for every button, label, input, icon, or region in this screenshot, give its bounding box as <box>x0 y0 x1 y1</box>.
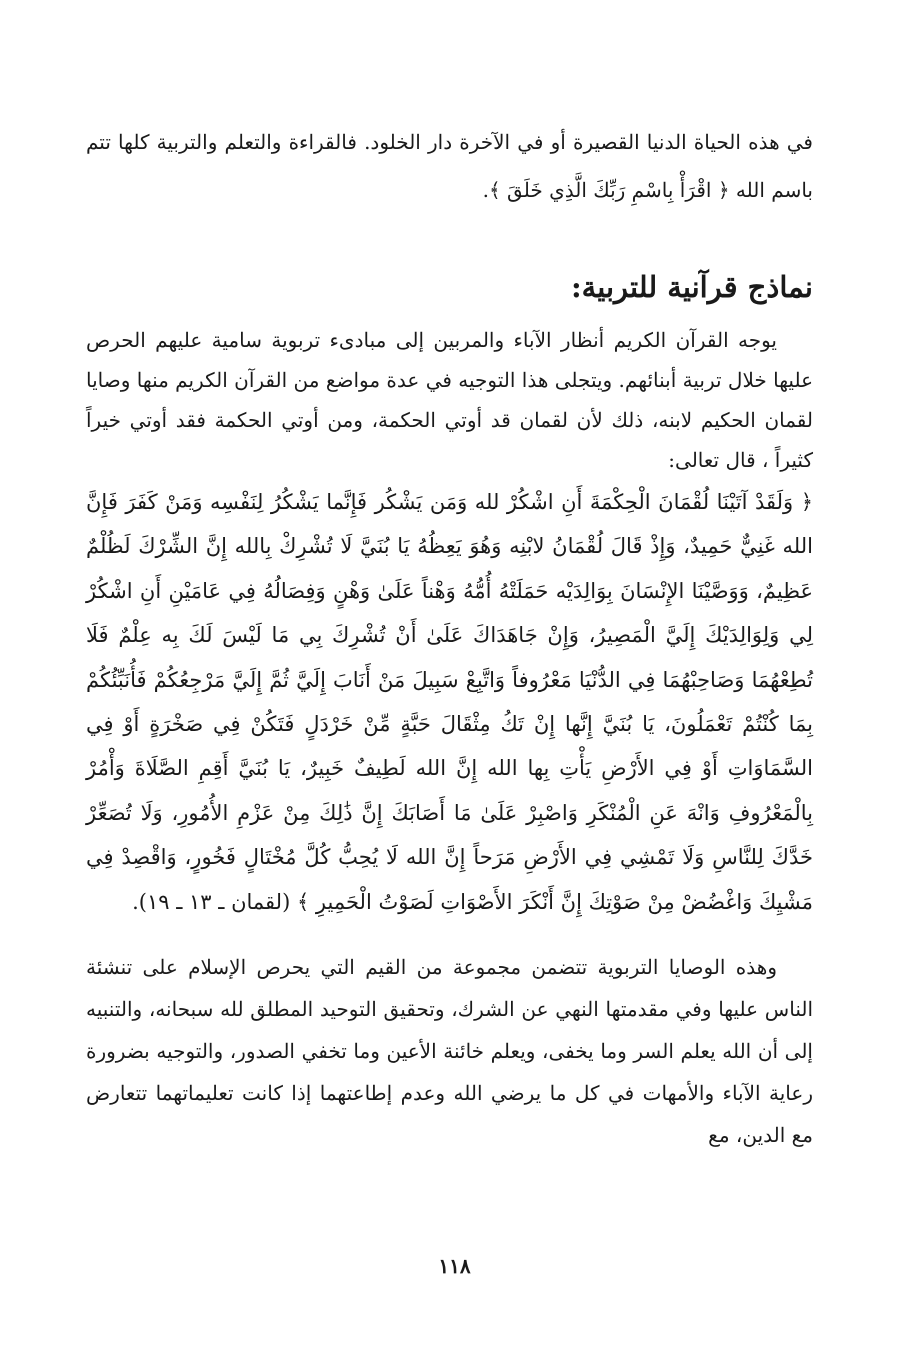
section-heading: نماذج قرآنية للتربية: <box>570 270 813 304</box>
page-number: ١١٨ <box>438 1254 471 1278</box>
intro-paragraph: في هذه الحياة الدنيا القصيرة أو في الآخرة دار الخلود. فالقراءة والتعلم والتربية كلها تتم باسم الله ﴿ اقْرَأْ بِاسْمِ رَبِّكَ الَّذِي خَلَقَ ﴾. <box>86 130 813 202</box>
quran-passage: ﴿ وَلَقَدْ آتَيْنَا لُقْمَانَ الْحِكْمَةَ أَنِ اشْكُرْ لله وَمَن يَشْكُر فَإِنَّما يَشْكُرُ لِنَفْسِه وَمَنْ كَفَرَ فَإِنَّ الله غَنِيٌّ حَمِيدٌ، وَإِذْ قَالَ لُقْمَانُ لابْنِه وَهُوَ يَعِظُهُ يَا بُنَيَّ لَا تُشْرِكْ بِالله إِنَّ الشِّرْكَ لَظُلْمٌ عَظِيمٌ، وَوَصَّيْنَا الإِنْسَانَ بِوَالِدَيْه حَمَلَتْهُ أُمُّهُ وَهْناً عَلَىٰ وَهْنٍ وَفِصَالُهُ فِي عَامَيْنِ أَنِ اشْكُرْ لِي وَلِوَالِدَيْكَ إِلَيَّ الْمَصِيرُ، وَإِنْ جَاهَدَاكَ عَلَىٰ أَنْ تُشْرِكَ بِي مَا لَيْسَ لَكَ بِه عِلْمٌ فَلَا تُطِعْهُمَا وَصَاحِبْهُمَا فِي الدُّنْيَا مَعْرُوفاً وَاتَّبِعْ سَبِيلَ مَنْ أَنَابَ إِلَيَّ ثُمَّ إِلَيَّ مَرْجِعُكُمْ فَأُنَبِّئُكُمْ بِمَا كُنْتُمْ تَعْمَلُونَ، يَا بُنَيَّ إِنَّها إِنْ تَكُ مِثْقَالَ حَبَّةٍ مِّنْ خَرْدَلٍ فَتَكُنْ فِي صَخْرَةٍ أَوْ فِي السَّمَاوَاتِ أَوْ فِي الأَرْضِ يَأْتِ بِها الله إِنَّ الله لَطِيفٌ خَبِيرٌ، يَا بُنَيَّ أَقِمِ الصَّلَاةَ وَأْمُرْ بِالْمَعْرُوفِ وَانْهَ عَنِ الْمُنْكَرِ وَاصْبِرْ عَلَىٰ مَا أَصَابَكَ إِنَّ ذَٰلِكَ مِنْ عَزْمِ الأُمُورِ، وَلَا تُصَعِّرْ خَدَّكَ لِلنَّاسِ وَلَا تَمْشِي فِي الأَرْضِ مَرَحاً إِنَّ الله لَا يُحِبُّ كُلَّ مُخْتَالٍ فَخُورٍ، وَاقْصِدْ فِي مَشْيِكَ وَاغْضُضْ مِنْ صَوْتِكَ إِنَّ أَنْكَرَ الأَصْوَاتِ لَصَوْتُ الْحَمِيرِ ﴾ (لقمان ـ ١٣ ـ ١٩). <box>86 490 813 914</box>
body-paragraph-1: يوجه القرآن الكريم أنظار الآباء والمربين إلى مبادىء تربوية سامية عليهم الحرص عليها خلال تربية أبنائهم. ويتجلى هذا التوجيه في عدة مواضع من القرآن الكريم منها وصايا لقمان الحكيم لابنه، ذلك لأن لقمان قد أوتي الحكمة، ومن أوتي الحكمة فقد أوتي خيراً كثيراً ، قال تعالى: <box>86 328 813 472</box>
body-paragraph-2: وهذه الوصايا التربوية تتضمن مجموعة من القيم التي يحرص الإسلام على تنشئة الناس عليها وفي مقدمتها النهي عن الشرك، وتحقيق التوحيد المطلق لله سبحانه، والتنبيه إلى أن الله يعلم السر وما يخفى، ويعلم خائنة الأعين وما تخفي الصدور، والتوجيه بضرورة رعاية الآباء والأمهات في كل ما يرضي الله وعدم إطاعتهما إذا كانت تعليماتهما تتعارض مع الدين، مع <box>86 955 813 1148</box>
